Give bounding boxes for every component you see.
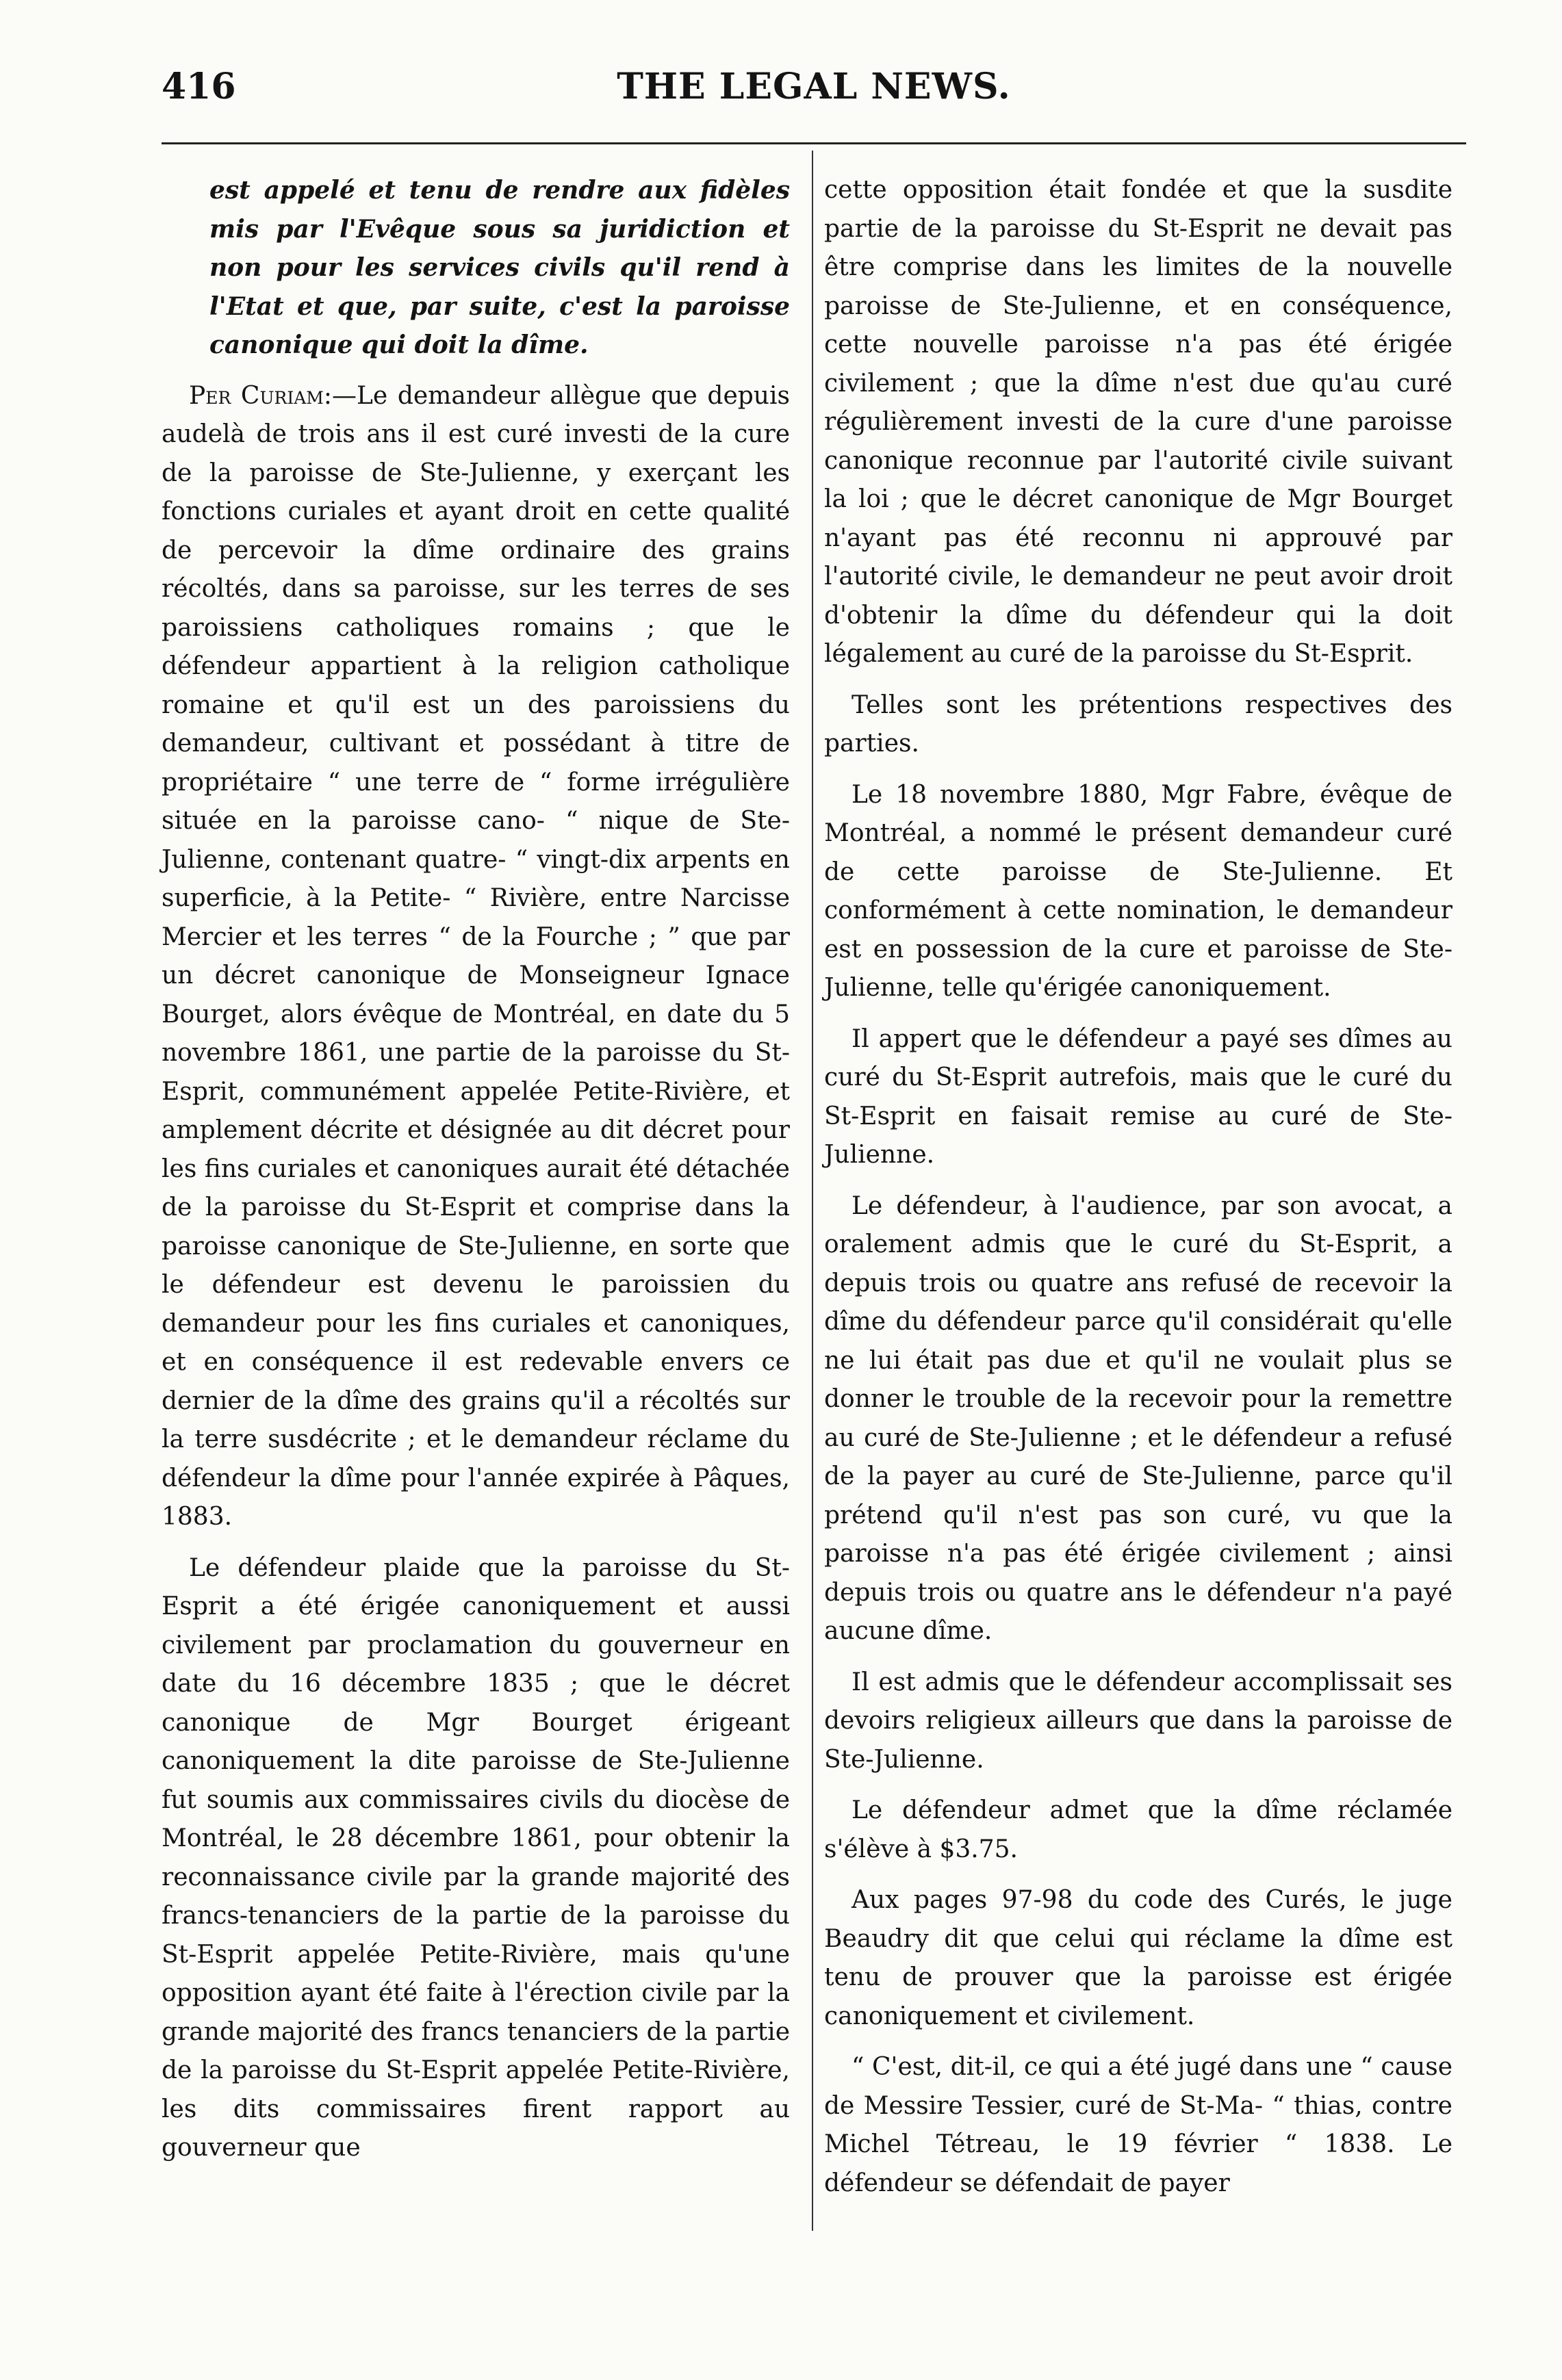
page-header: [162, 66, 1466, 127]
reclamee-paragraph: Le défendeur admet que la dîme réclamée s'élève à $3.75.: [824, 1796, 1452, 1863]
pages-paragraph: Aux pages 97-98 du code des Curés, le juge Beaudry dit que celui qui réclame la dîme est tenu de prouver que la paroisse est érigée canoniquement et civilement.: [824, 1886, 1452, 2030]
quote-paragraph: “ C'est, dit-il, ce qui a été jugé dans une “ cause de Messire Tessier, curé de St-Ma- “ thias, contre Michel Tétreau, le 19 février “ 1838. Le défendeur se défendait de payer: [824, 2053, 1452, 2197]
admis-paragraph: Il est admis que le défendeur accomplissait ses devoirs religieux ailleurs que dans la paroisse de Ste-Julienne.: [824, 1668, 1452, 1774]
header-rule: [162, 142, 1466, 144]
per-curiam-label: Per Curiam: [189, 381, 324, 410]
headnote: est appelé et tenu de rendre aux fidèles mis par l'Evêque sous sa juridiction et non pour les services civils qu'il rend à l'Etat et que, par suite, c'est la paroisse canonique qui doit la dîme.: [209, 176, 790, 359]
per-curiam-paragraph: [162, 377, 790, 1537]
page-number: 416: [162, 66, 236, 107]
defendant-plea-paragraph: Le défendeur plaide que la paroisse du St-Esprit a été érigée canoniquement et aussi civilement par proclamation du gouverneur en date du 16 décembre 1835 ; que le décret canonique de Mgr Bourget érigeant canoniquement la dite paroisse de Ste-Julienne fut soumis aux commissaires civils du diocèse de Montréal, le 28 décembre 1861, pour obtenir la reconnaissance civile par la grande majorité des francs-tenanciers de la partie de la paroisse du St-Esprit appelée Petite-Rivière, mais qu'une opposition ayant été faite à l'érection civile par la grande majorité des francs tenanciers de la partie de la paroisse du St-Esprit appelée Petite-Rivière, les dits commissaires firent rapport au gouverneur que: [162, 1553, 790, 2162]
left-column: [162, 171, 790, 2180]
fabre-paragraph: Le 18 novembre 1880, Mgr Fabre, évêque de Montréal, a nommé le présent demandeur curé de cette paroisse de Ste-Julienne. Et conformément à cette nomination, le demandeur est en possession de la cure et paroisse de Ste-Julienne, telle qu'érigée canoniquement.: [824, 780, 1452, 1002]
appert-paragraph: Il appert que le défendeur a payé ses dîmes au curé du St-Esprit autrefois, mais que le curé du St-Esprit en faisait remise au curé de Ste-Julienne.: [824, 1024, 1452, 1169]
telles-paragraph: Telles sont les prétentions respectives des parties.: [824, 690, 1452, 758]
running-title: THE LEGAL NEWS.: [617, 66, 1011, 107]
continued-paragraph: cette opposition était fondée et que la susdite partie de la paroisse du St-Esprit ne devait pas être comprise dans les limites de la nouvelle paroisse de Ste-Julienne, et en conséquence, cette nouvelle paroisse n'a pas été érigée civilement ; que la dîme n'est due qu'au curé régulièrement investi de la cure d'une paroisse canonique reconnue par l'autorité civile suivant la loi ; que le décret canonique de Mgr Bourget n'ayant pas été reconnu ni approuvé par l'autorité civile, le demandeur ne peut avoir droit d'obtenir la dîme du défendeur qui la doit légalement au curé de la paroisse du St-Esprit.: [824, 176, 1452, 668]
audience-paragraph: Le défendeur, à l'audience, par son avocat, a oralement admis que le curé du St-Esprit, a depuis trois ou quatre ans refusé de recevoir la dîme du défendeur parce qu'il considérait qu'elle ne lui était pas due et qu'il ne voulait plus se donner le trouble de la recevoir pour la remettre au curé de Ste-Julienne ; et le défendeur a refusé de la payer au curé de Ste-Julienne, parce qu'il prétend qu'il n'est pas son curé, vu que la paroisse n'a pas été érigée civilement ; ainsi depuis trois ou quatre ans le défendeur n'a payé aucune dîme.: [824, 1191, 1452, 1645]
column-divider: [812, 151, 813, 2231]
right-column: [824, 171, 1452, 2215]
per-curiam-body: :—Le demandeur allègue que depuis audelà de trois ans il est curé investi de la cure de la paroisse de Ste-Julienne, y exerçant les fonctions curiales et ayant droit en cette qualité de percevoir la dîme ordinaire des grains récoltés, dans sa paroisse, sur les terres de ses paroissiens catholiques romains ; que le défendeur appartient à la religion catholique romaine et qu'il est un des paroissiens du demandeur, cultivant et possédant à titre de propriétaire “ une terre de “ forme irrégulière située en la paroisse cano- “ nique de Ste-Julienne, contenant quatre- “ vingt-dix arpents en superficie, à la Petite- “ Rivière, entre Narcisse Mercier et les terres “ de la Fourche ; ” que par un décret canonique de Monseigneur Ignace Bourget, alors évêque de Montréal, en date du 5 novembre 1861, une partie de la paroisse du St-Esprit, communément appelée Petite-Rivière, et amplement décrite et désignée au dit décret pour les fins curiales et canoniques aurait été détachée de la paroisse du St-Esprit et comprise dans la paroisse canonique de Ste-Julienne, en sorte que le défendeur est devenu le paroissien du demandeur pour les fins curiales et canoniques, et en conséquence il est redevable envers ce dernier de la dîme des grains qu'il a récoltés sur la terre susdécrite ; et le demandeur réclame du défendeur la dîme pour l'année expirée à Pâques, 1883.: [162, 381, 790, 1531]
